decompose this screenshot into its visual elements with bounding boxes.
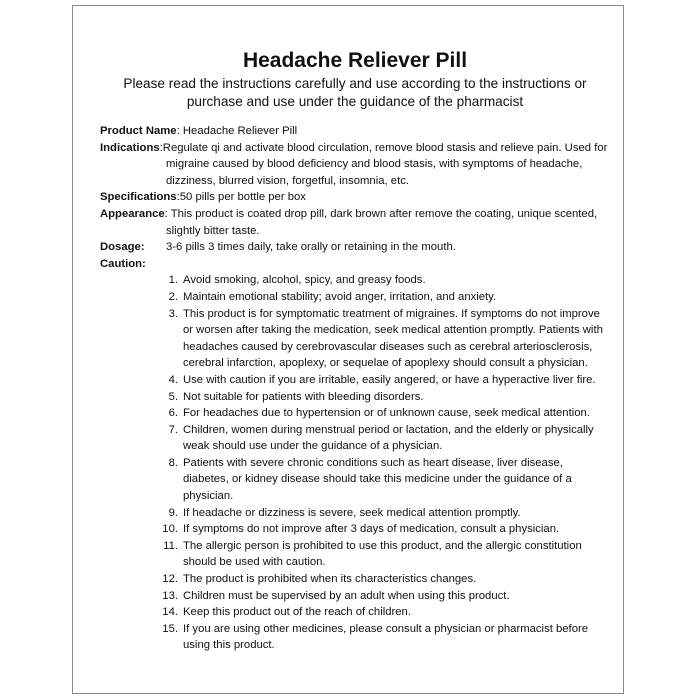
caution-item bbox=[159, 289, 610, 306]
caution-item-text: This product is for symptomatic treatment of migraines. If symptoms do not improve or worsen after taking the medication, seek medical attention promptly. Patients with headaches caused by cerebrovascular diseases such as cerebral arteriosclerosis, cerebral infarction, apoplexy, or sequelae of apoplexy should consult a physician. bbox=[183, 307, 603, 370]
caution-item-text: Children, women during menstrual period or lactation, and the elderly or physically weak should use under the guidance of a physician. bbox=[183, 423, 594, 453]
caution-item bbox=[159, 372, 610, 389]
caution-item-number: 1. bbox=[168, 274, 178, 287]
caution-item bbox=[159, 422, 610, 455]
caution-item-number: 2. bbox=[168, 290, 178, 303]
caution-item-number: 10. bbox=[162, 523, 178, 536]
caution-row: Caution : bbox=[100, 256, 610, 273]
caution-item-number: 13. bbox=[162, 589, 178, 602]
caution-item-text: The allergic person is prohibited to use this product, and the allergic constitution should be used with caution. bbox=[183, 539, 582, 569]
caution-item-number: 14. bbox=[162, 606, 178, 619]
indications-value: Regulate qi and activate blood circulation, remove blood stasis and relieve pain. Used for migraine caused by blood deficiency and blood stasis, with symptoms of headache, dizziness, blurred vision, forgetful, insomnia, etc. bbox=[162, 141, 608, 187]
caution-item bbox=[159, 389, 610, 406]
product-name-label: Product Name bbox=[100, 125, 177, 137]
caution-item-text: Maintain emotional stability; avoid anger, irritation, and anxiety. bbox=[183, 290, 497, 303]
caution-item-number: 15. bbox=[162, 622, 178, 635]
caution-item bbox=[159, 306, 610, 372]
dosage-value: 3-6 pills 3 times daily, take orally or retaining in the mouth. bbox=[166, 241, 456, 254]
caution-item-number: 4. bbox=[168, 373, 178, 386]
caution-item-number: 3. bbox=[168, 307, 178, 320]
caution-item-text: If you are using other medicines, please consult a physician or pharmacist before using this product. bbox=[183, 622, 589, 652]
caution-item-text: Not suitable for patients with bleeding disorders. bbox=[183, 390, 424, 403]
appearance-value: This product is coated drop pill, dark brown after remove the coating, unique scented, slightly bitter taste. bbox=[166, 207, 598, 237]
document-subtitle: Please read the instructions carefully and use according to the instructions or purchase and use under the guidance of the pharmacist bbox=[123, 76, 587, 109]
caution-item bbox=[159, 405, 610, 422]
document-title: Headache Reliever Pill bbox=[242, 49, 468, 72]
product-name-row: Product Name : Headache Reliever Pill bbox=[100, 123, 610, 140]
caution-item-text: Avoid smoking, alcohol, spicy, and greasy foods. bbox=[183, 274, 426, 287]
specifications-label: Specifications bbox=[100, 191, 177, 204]
caution-list bbox=[100, 272, 610, 654]
dosage-label: Dosage bbox=[100, 241, 141, 254]
specifications-row: Specifications : 50 pills per bottle per box bbox=[100, 189, 610, 206]
caution-item bbox=[159, 272, 610, 289]
caution-item-number: 9. bbox=[168, 506, 178, 519]
caution-item-text: For headaches due to hypertension or of unknown cause, seek medical attention. bbox=[183, 407, 590, 420]
instruction-document bbox=[100, 48, 610, 654]
caution-item bbox=[159, 521, 610, 538]
caution-item bbox=[159, 538, 610, 571]
caution-item bbox=[159, 604, 610, 621]
appearance-label: Appearance bbox=[100, 207, 165, 220]
caution-item-number: 12. bbox=[162, 573, 178, 586]
caution-item-text: Use with caution if you are irritable, easily angered, or have a hyperactive liver fire. bbox=[183, 373, 596, 386]
caution-item-number: 11. bbox=[163, 539, 178, 552]
caution-item-text: Children must be supervised by an adult when using this product. bbox=[183, 589, 510, 602]
caution-item-number: 6. bbox=[168, 407, 178, 420]
appearance-row: Appearance: This product is coated drop pill, dark brown after remove the coating, unique scented, slightly bitter taste. bbox=[100, 207, 598, 237]
caution-item-number: 7. bbox=[168, 423, 178, 436]
indications-label: Indications bbox=[100, 141, 160, 154]
caution-item bbox=[159, 571, 610, 588]
caution-item-text: If headache or dizziness is severe, seek medical attention promptly. bbox=[183, 506, 521, 519]
caution-item-text: If symptoms do not improve after 3 days of medication, consult a physician. bbox=[183, 523, 560, 536]
caution-item bbox=[159, 621, 610, 654]
specifications-value: 50 pills per bottle per box bbox=[179, 191, 306, 204]
caution-item-text: Keep this product out of the reach of children. bbox=[183, 606, 411, 619]
caution-item-text: The product is prohibited when its characteristics changes. bbox=[183, 573, 477, 586]
caution-label: Caution bbox=[100, 257, 143, 270]
indications-row: Indications:Regulate qi and activate blood circulation, remove blood stasis and relieve pain. Used for migraine caused by blood deficiency and blood stasis, with symptoms of headache, dizziness, blurred vision, forgetful, insomnia, etc. bbox=[100, 141, 608, 187]
caution-item bbox=[159, 505, 610, 522]
caution-item-number: 8. bbox=[168, 456, 178, 469]
caution-item-text: Patients with severe chronic conditions such as heart disease, liver disease, diabetes, or kidney disease should take this medicine under the guidance of a physician. bbox=[183, 456, 572, 503]
caution-item bbox=[159, 588, 610, 605]
dosage-row: Dosage: 3-6 pills 3 times daily, take orally or retaining in the mouth. bbox=[100, 241, 456, 254]
caution-item-number: 5. bbox=[168, 390, 178, 403]
product-name-value: Headache Reliever Pill bbox=[182, 125, 298, 137]
caution-item bbox=[159, 455, 610, 505]
